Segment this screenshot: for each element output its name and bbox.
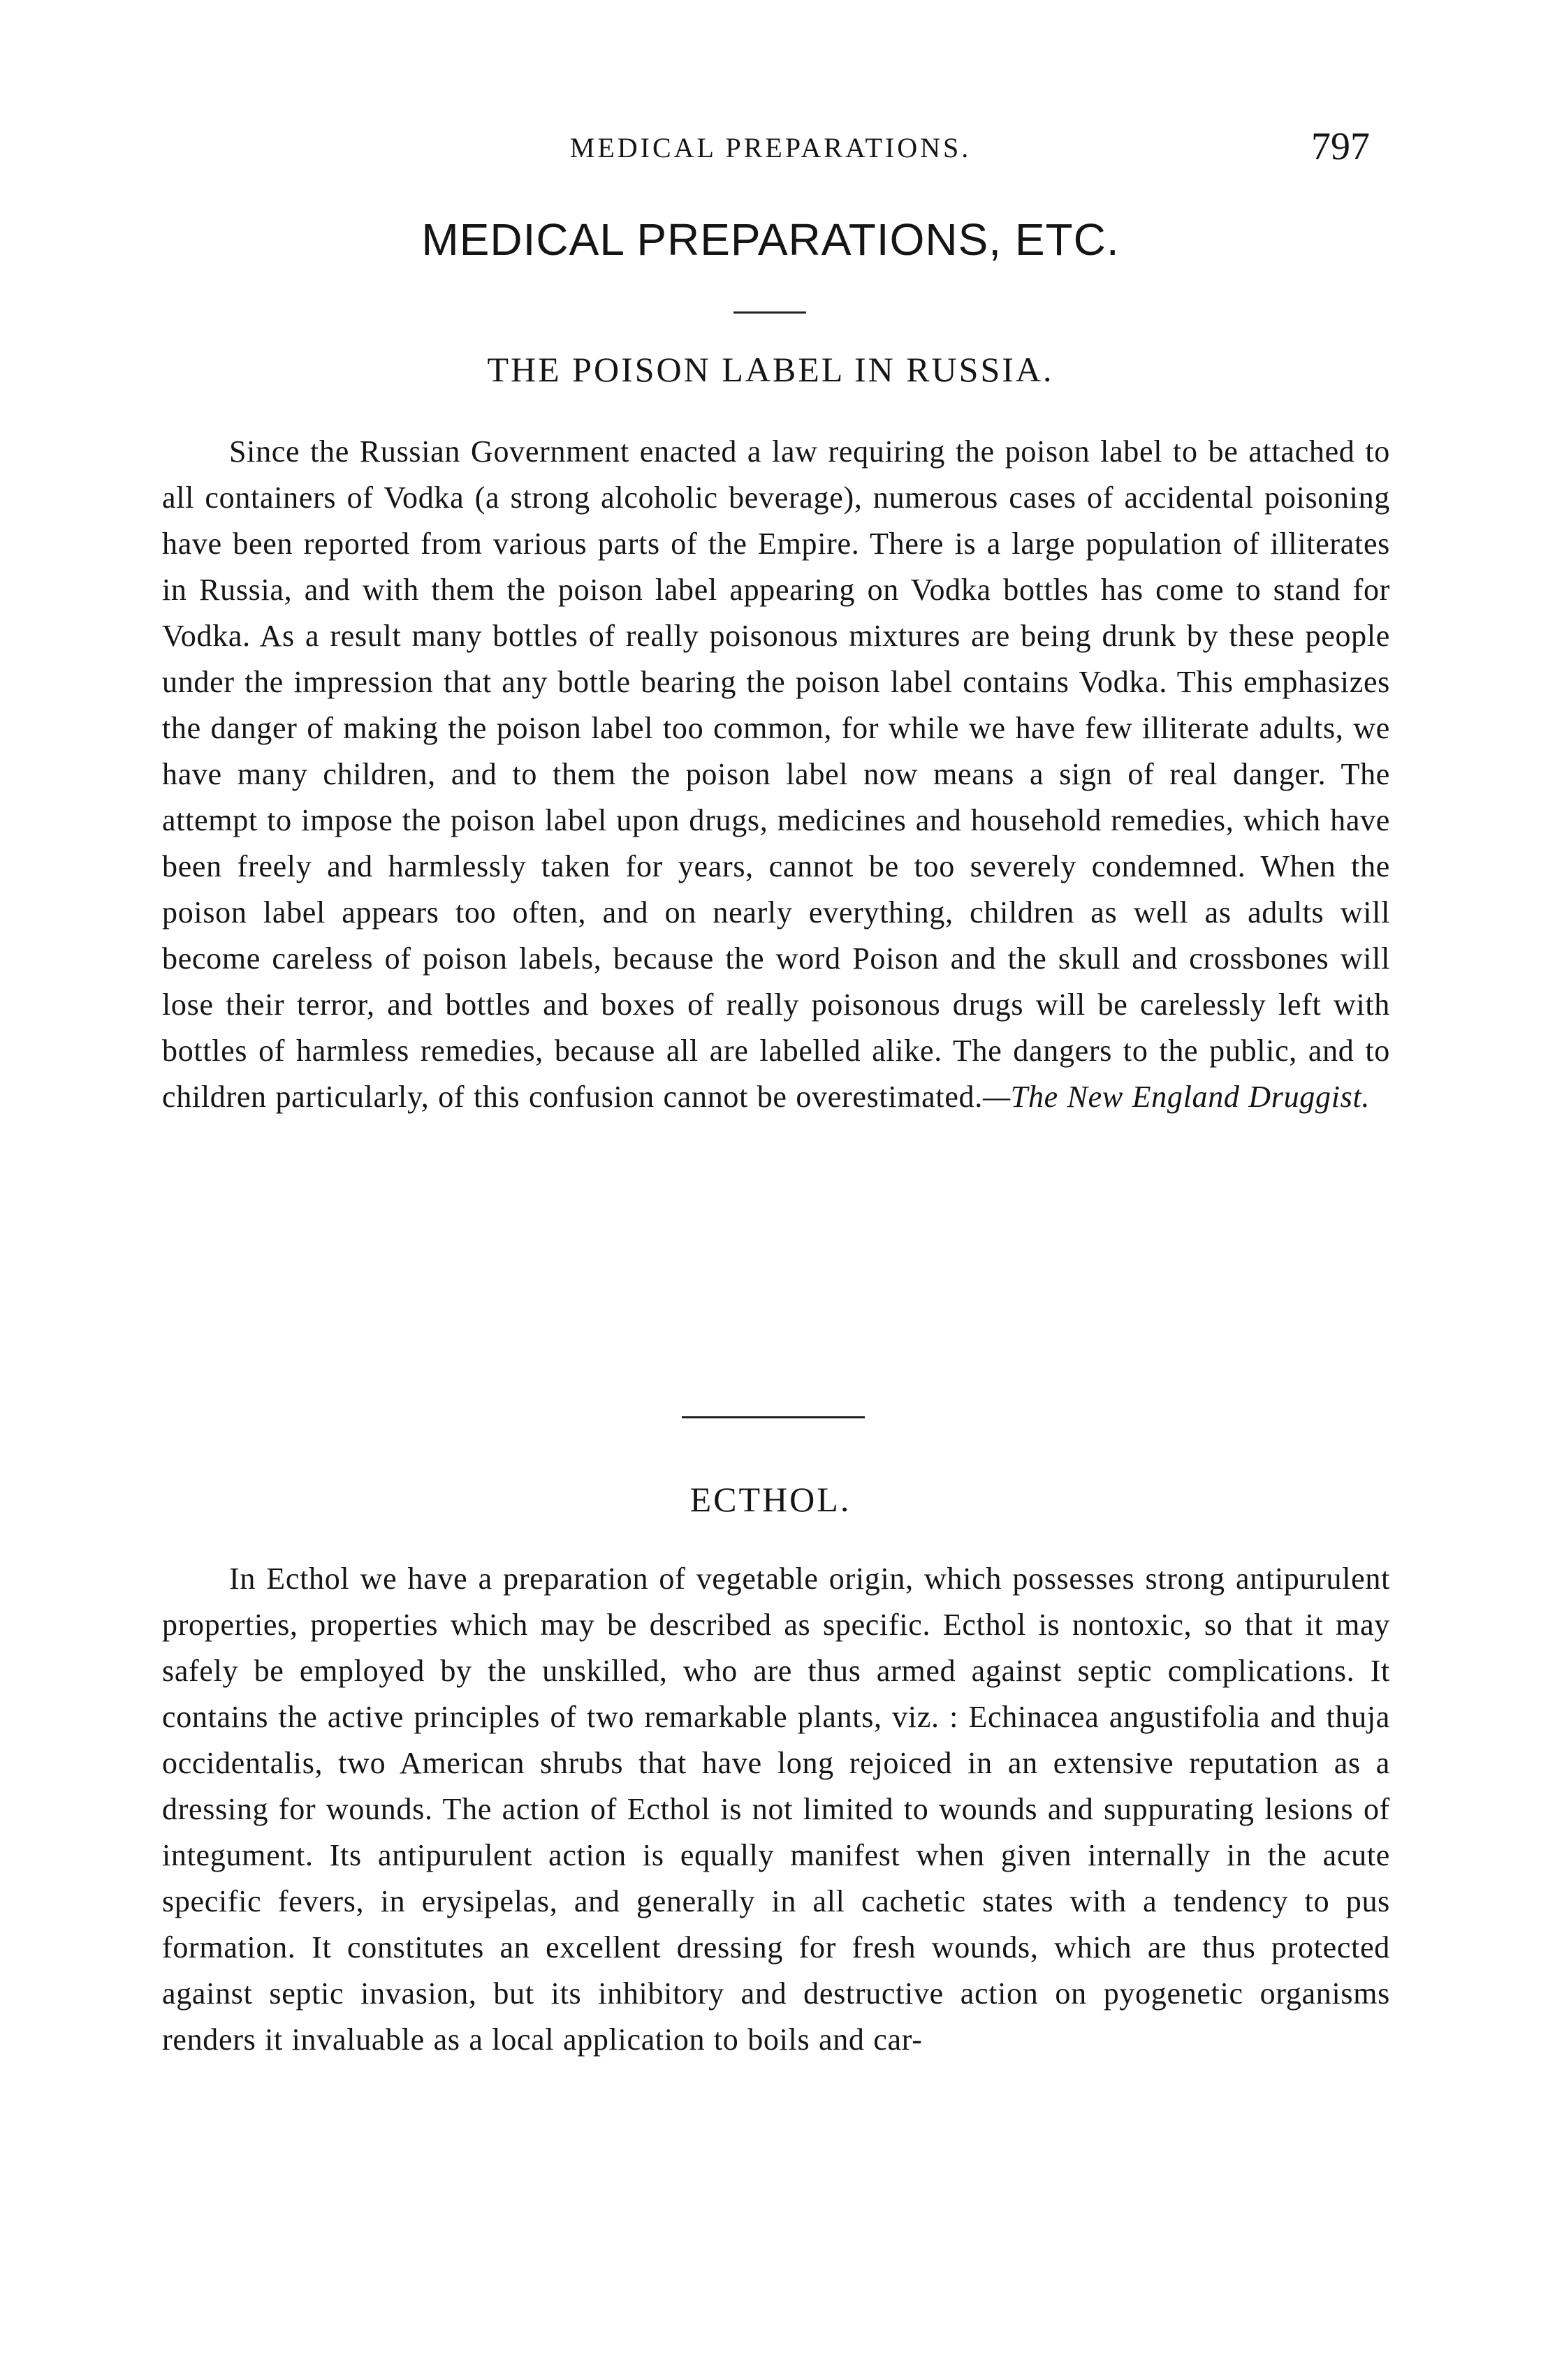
paragraph-poison-label-text: Since the Russian Government enacted a law requiring the poison label to be attached to all containers of Vodka (a strong alcoholic beverage), numerous cases of accidental poisoning have been reported from various parts of the Empire. There is a large population of illiterates in Russia, and with them the poison label appearing on Vodka bottles has come to stand for Vodka. As a result many bottles of really poisonous mixtures are being drunk by these people under the impression that any bottle bearing the poison label contains Vodka. This emphasizes the danger of making the poison label too common, for while we have few illiterate adults, we have many children, and to them the poison label now means a sign of real danger. The attempt to impose the poison label upon drugs, medicines and household remedies, which have been freely and harmlessly taken for years, cannot be too severely condemned. When the poison label appears too often, and on nearly everything, children as well as adults will become careless of poison labels, because the word Poison and the skull and crossbones will lose their terror, and bottles and boxes of really poisonous drugs will be carelessly left with bottles of harmless remedies, because all are labelled alike. The dangers to the public, and to children particularly, of this confusion cannot be overestimated. (162, 434, 1390, 1114)
section-title-poison-label: THE POISON LABEL IN RUSSIA. (487, 350, 1054, 389)
page-number: 797 (1311, 125, 1370, 168)
paragraph-ecthol: In Ecthol we have a preparation of vegetable origin, which possesses strong antipurulent properties, properties which may be described as specific. Ecthol is nontoxic, so that it may safely be employed by the unskilled, who are thus armed against septic complications. It contains the active principles of two remarkable plants, viz. : Echinacea angustifolia and thuja occidentalis, two American shrubs that have long rejoiced in an extensive reputation as a dressing for wounds. The action of Ecthol is not limited to wounds and suppurating lesions of integument. Its antipurulent action is equally manifest when given internally in the acute specific fevers, in erysipelas, and generally in all cachetic states with a tendency to pus formation. It constitutes an excellent dressing for fresh wounds, which are thus protected against septic invasion, but its inhibitory and destructive action on pyogenetic organisms renders it invaluable as a local application to boils and car- (162, 1562, 1390, 2057)
title-divider (733, 311, 806, 314)
source-citation: —The New England Druggist. (982, 1080, 1371, 1114)
running-head (0, 125, 1541, 173)
main-title: MEDICAL PREPARATIONS, ETC. (421, 214, 1120, 265)
paragraph-poison-label (162, 429, 1390, 1120)
section-divider (682, 1416, 865, 1418)
section-title-ecthol: ECTHOL. (689, 1480, 852, 1519)
running-head-title: MEDICAL PREPARATIONS. (569, 132, 972, 163)
